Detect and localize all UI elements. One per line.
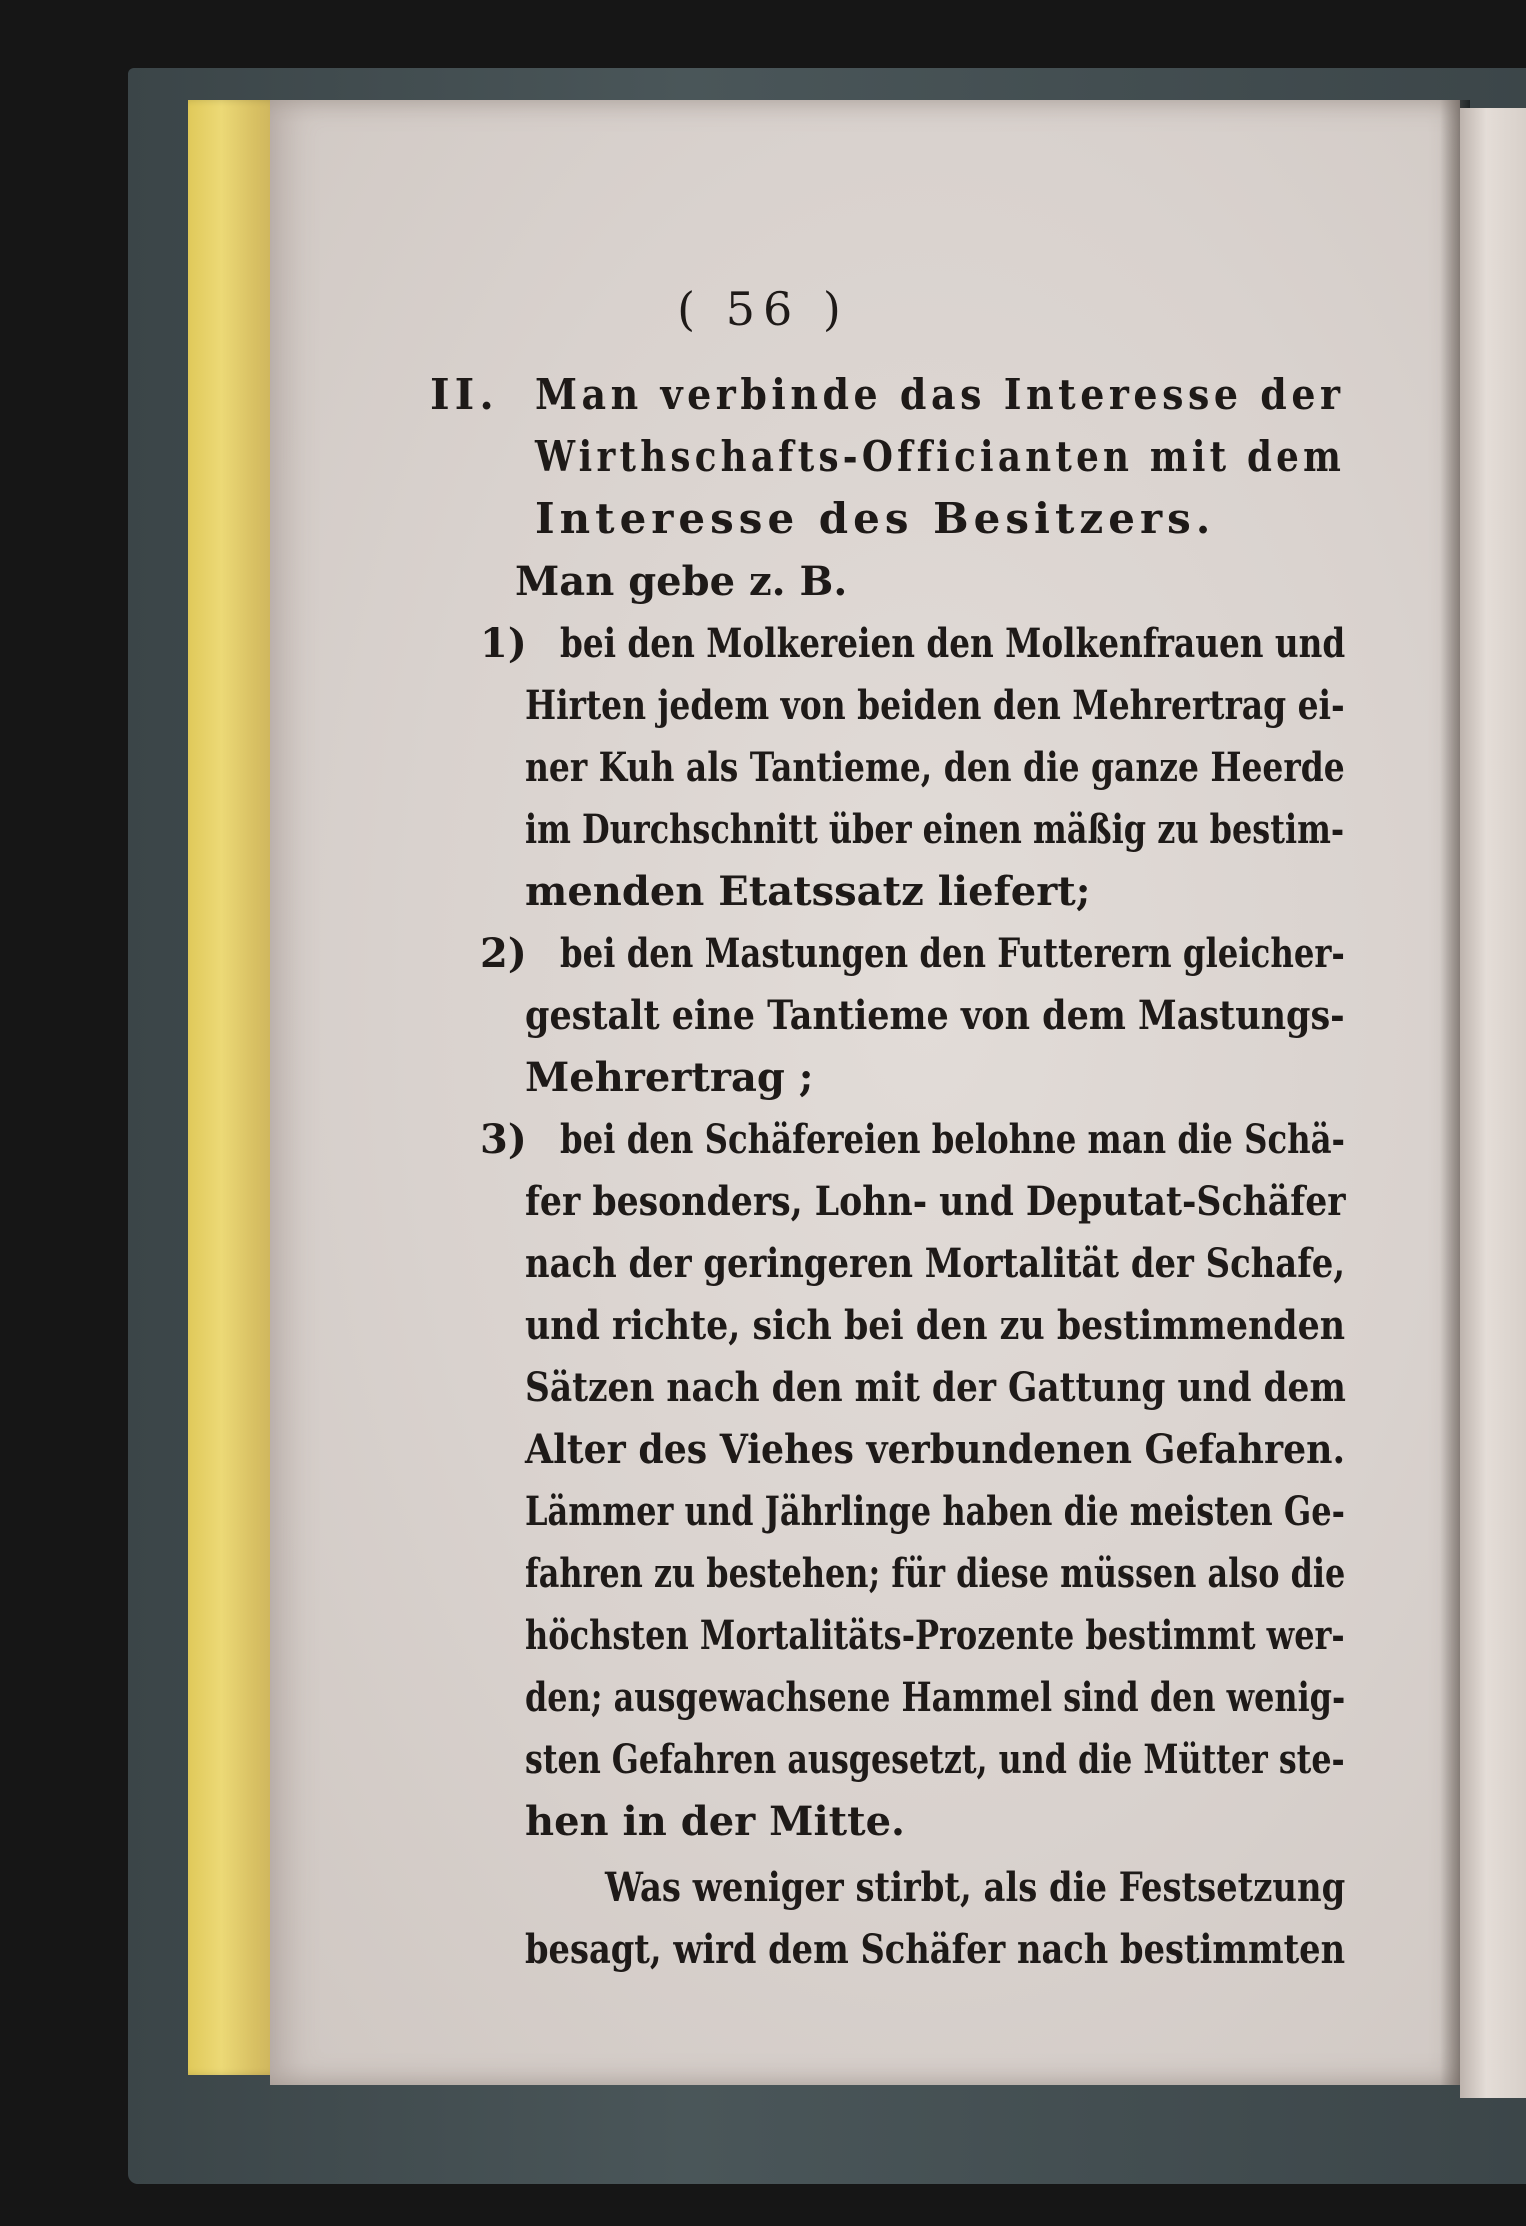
- item-3-line-11: sten Gefahren ausgesetzt, und die Mütter ste-: [525, 1736, 1345, 1783]
- heading-line-1: Man verbinde das Interesse der: [535, 370, 1345, 419]
- item-1-line-3: ner Kuh als Tantieme, den die ganze Heerde: [525, 744, 1345, 791]
- item-3-marker: 3): [480, 1116, 527, 1163]
- item-3-line-7: Lämmer und Jährlinge haben die meisten Ge-: [525, 1488, 1345, 1535]
- heading-line-2: Wirthschafts-Officianten mit dem: [535, 432, 1346, 481]
- item-3-line-5: Sätzen nach den mit der Gattung und dem: [525, 1364, 1346, 1411]
- facing-page-edge: [1460, 108, 1526, 2098]
- item-2-line-3: Mehrertrag ;: [525, 1054, 814, 1101]
- intro-line: Man gebe z. B.: [515, 558, 848, 605]
- closing-line-1: Was weniger stirbt, als die Festsetzung: [605, 1864, 1346, 1911]
- item-3-line-9: höchsten Mortalitäts-Prozente bestimmt wer-: [525, 1612, 1345, 1659]
- item-3-line-2: fer besonders, Lohn- und Deputat-Schäfer: [525, 1178, 1346, 1225]
- item-1-line-1: bei den Molkereien den Molkenfrauen und: [560, 620, 1346, 667]
- item-3-line-3: nach der geringeren Mortalität der Schafe,: [525, 1240, 1346, 1287]
- item-2-marker: 2): [480, 930, 527, 977]
- item-1-marker: 1): [480, 620, 527, 667]
- closing-line-2: besagt, wird dem Schäfer nach bestimmten: [525, 1926, 1346, 1973]
- item-1-line-2: Hirten jedem von beiden den Mehrertrag ei-: [525, 682, 1345, 729]
- item-1-line-5: menden Etatssatz liefert;: [525, 868, 1091, 915]
- item-3-line-1: bei den Schäfereien belohne man die Schä-: [560, 1116, 1345, 1163]
- page-edge-gilt: [188, 100, 283, 2075]
- item-3-line-6: Alter des Viehes verbundenen Gefahren.: [525, 1426, 1346, 1473]
- item-2-line-2: gestalt eine Tantieme von dem Mastungs-: [525, 992, 1345, 1039]
- page-number: ( 56 ): [677, 282, 849, 336]
- item-1-line-4: im Durchschnitt über einen mäßig zu bestim-: [525, 806, 1345, 853]
- item-3-line-10: den; ausgewachsene Hammel sind den wenig-: [525, 1674, 1346, 1721]
- heading-line-3: Interesse des Besitzers.: [535, 494, 1216, 543]
- item-3-line-4: und richte, sich bei den zu bestimmenden: [525, 1302, 1346, 1349]
- heading-marker: II.: [430, 370, 499, 419]
- item-2-line-1: bei den Mastungen den Futterern gleicher-: [560, 930, 1345, 977]
- item-3-line-12: hen in der Mitte.: [525, 1798, 905, 1845]
- item-3-line-8: fahren zu bestehen; für diese müssen also die: [525, 1550, 1346, 1597]
